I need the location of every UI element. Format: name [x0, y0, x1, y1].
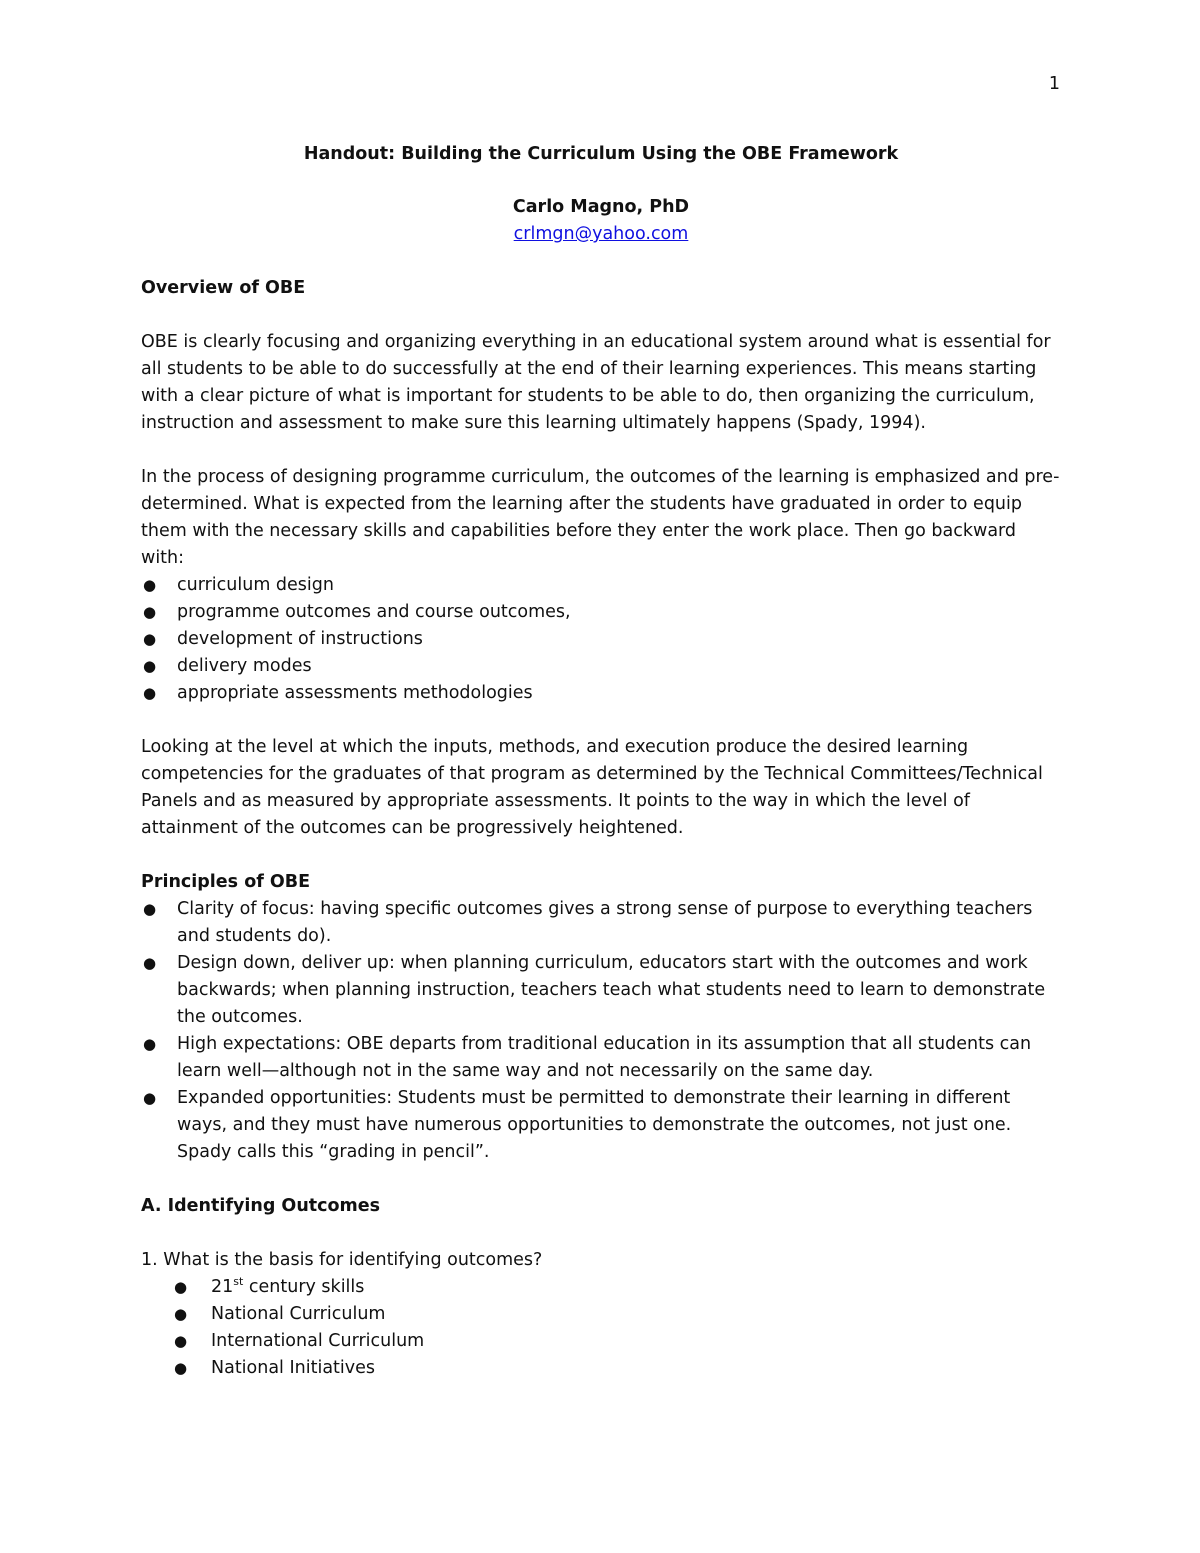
page-number: 1 [1048, 74, 1060, 94]
list-item: ● development of instructions [141, 626, 1061, 653]
list-item: ● National Initiatives [141, 1355, 1061, 1382]
list-item: ● delivery modes [141, 653, 1061, 680]
bullet-icon: ● [143, 684, 157, 702]
overview-paragraph-1: OBE is clearly focusing and organizing everything in an educational system around what is essential for all students to be able to do successfully at the end of their learning experiences. This means starting with a clear picture of what is important for students to be able to do, then organizing the curriculum, instruction and assessment to make sure this learning ultimately happens (Spady, 1994). [141, 332, 1051, 433]
list-item: ● National Curriculum [141, 1301, 1061, 1328]
bullet-icon: ● [174, 1359, 188, 1377]
document-body [141, 141, 1061, 1382]
list-item: ● appropriate assessments methodologies [141, 680, 1061, 707]
author-name: Carlo Magno, PhD [512, 197, 690, 217]
bullet-icon: ● [143, 630, 157, 648]
list-item: ● High expectations: OBE departs from traditional education in its assumption that all students can learn well—although not in the same way and not necessarily on the same day. [141, 1031, 1061, 1085]
outcome-basis-list [141, 1274, 1061, 1382]
list-item: ● Design down, deliver up: when planning curriculum, educators start with the outcomes and work backwards; when planning instruction, teachers teach what students need to learn to demonstrate the outcomes. [141, 950, 1061, 1031]
bullet-icon: ● [174, 1278, 188, 1296]
list-item: ● 21st century skills [141, 1274, 1061, 1301]
list-item: ● Expanded opportunities: Students must be permitted to demonstrate their learning in different ways, and they must have numerous opportunities to demonstrate the outcomes, not just one. Spady calls this “grading in pencil”. [141, 1085, 1061, 1166]
section-a-question: 1. What is the basis for identifying outcomes? [141, 1250, 543, 1270]
section-a-heading: A. Identifying Outcomes [141, 1196, 381, 1216]
overview-heading: Overview of OBE [141, 278, 306, 298]
principles-list [141, 896, 1061, 1166]
email-link[interactable]: crlmgn@yahoo.com [513, 224, 689, 244]
bullet-icon: ● [143, 1035, 157, 1053]
list-item: ● International Curriculum [141, 1328, 1061, 1355]
bullet-icon: ● [143, 900, 157, 918]
list-item: ● curriculum design [141, 572, 1061, 599]
bullet-icon: ● [143, 576, 157, 594]
bullet-icon: ● [143, 657, 157, 675]
list-item: ● programme outcomes and course outcomes, [141, 599, 1061, 626]
document-title: Handout: Building the Curriculum Using the OBE Framework [303, 144, 899, 164]
bullet-icon: ● [174, 1332, 188, 1350]
bullet-icon: ● [143, 603, 157, 621]
overview-paragraph-2: In the process of designing programme curriculum, the outcomes of the learning is emphasized and pre-determined. What is expected from the learning after the students have graduated in order to equip them with the necessary skills and capabilities before they enter the work place. Then go backward with: [141, 467, 1060, 568]
backward-design-list [141, 572, 1061, 707]
principles-heading: Principles of OBE [141, 872, 311, 892]
overview-paragraph-3: Looking at the level at which the inputs, methods, and execution produce the desired learning competencies for the graduates of that program as determined by the Technical Committees/Technical Panels and as measured by appropriate assessments. It points to the way in which the level of attainment of the outcomes can be progressively heightened. [141, 737, 1043, 838]
bullet-icon: ● [174, 1305, 188, 1323]
bullet-icon: ● [143, 954, 157, 972]
bullet-icon: ● [143, 1089, 157, 1107]
list-item: ● Clarity of focus: having specific outcomes gives a strong sense of purpose to everything teachers and students do). [141, 896, 1061, 950]
author-email [141, 221, 1061, 248]
